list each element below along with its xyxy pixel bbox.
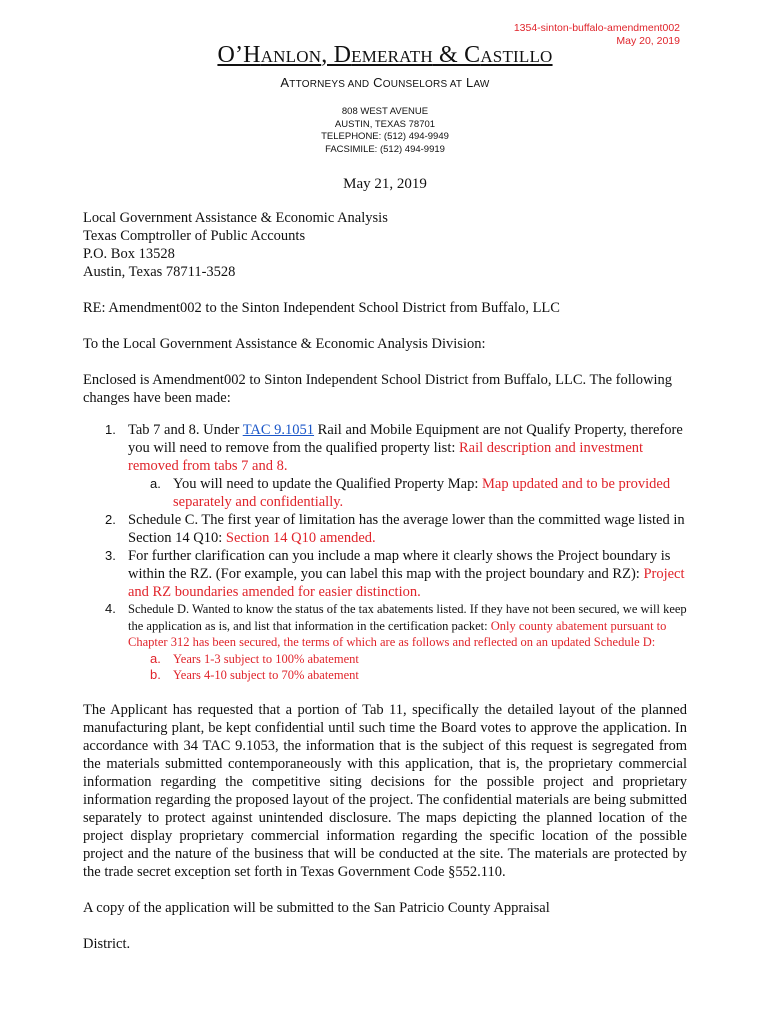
firm-facsimile: FACSIMILE: (512) 494-9919 (325, 143, 445, 155)
recipient-line: Texas Comptroller of Public Accounts (83, 228, 306, 244)
list-number: 3. (105, 548, 116, 563)
response-text: Project and RZ boundaries amended for easier distinction. (128, 566, 685, 600)
recipient-line: Austin, Texas 78711-3528 (83, 264, 236, 280)
firm-city: AUSTIN, TEXAS 78701 (334, 118, 436, 130)
confidentiality-paragraph: The Applicant has requested that a portion of Tab 11, specifically the detailed layout of the planned manufacturing plant, be kept confidential until such time the Board votes to approve the application. In accordance with 34 TAC 9.1053, the information that is the subject of this request is segregated from the materials submitted contemporaneously with this application, that is, the proprietary commercial information regarding the competitive siting decisions for the possible project and proprietary information regarding the proposed layout of the project. The confidential materials are being submitted separately to protect against unintended disclosure. The maps depicting the planned location of the project display proprietary commercial information regarding the specific location of the possible project and the nature of the business that will be conducted at the site. The materials are protected by the trade secret exception set forth in Texas Government Code §552.110. (83, 701, 687, 880)
list-number: 4. (105, 601, 116, 616)
recipient-line: P.O. Box 13528 (83, 246, 175, 262)
firm-name: O’HANLON, DEMERATH & CASTILLO (217, 42, 553, 68)
letter-body (83, 209, 687, 953)
sub-list-item: b. Years 4-10 subject to 70% abatement (150, 666, 359, 682)
response-text: Rail description and investment removed from tabs 7 and 8. (128, 440, 644, 474)
changes-list (83, 421, 687, 683)
copy-paragraph-end: District. (83, 935, 131, 952)
response-text: Only county abatement pursuant to Chapter 312 has been secured, the terms of which are as follows and reflected on an updated Schedule D: (128, 618, 667, 649)
recipient-line: Local Government Assistance & Economic Analysis (83, 210, 388, 226)
document-id: 1354-sinton-buffalo-amendment002 (513, 22, 680, 34)
list-number: 1. (105, 422, 116, 437)
letter-date: May 21, 2019 (343, 176, 427, 192)
salutation: To the Local Government Assistance & Economic Analysis Division: (83, 336, 486, 352)
sub-list-item: a. You will need to update the Qualified Property Map: Map updated and to be provided separately and confidentially. (150, 476, 671, 510)
sub-list-letter: a. (150, 650, 161, 666)
list-number: 2. (105, 512, 116, 527)
re-line: RE: Amendment002 to the Sinton Independent School District from Buffalo, LLC (83, 300, 560, 316)
list-item: 4. Schedule D. Wanted to know the status of the tax abatements listed. If they have not been secured, we will keep the application as is, and list that information in the certification packet: Only county abatement pursuant to Chapter 312 has been secured, the terms of which are as follows and reflected on an updated Schedule D: a. Years 1-3 subject to 100% abatement b. Years 4-10 subject to 70% abatement (105, 601, 687, 682)
intro-paragraph: Enclosed is Amendment002 to Sinton Independent School District from Buffalo, LLC. The following changes have been made: (83, 372, 673, 406)
list-item: 2. Schedule C. The first year of limitation has the average lower than the committed wage listed in Section 14 Q10: Section 14 Q10 amended. (105, 512, 685, 546)
firm-telephone: TELEPHONE: (512) 494-9949 (321, 131, 449, 142)
sub-list-letter: a. (150, 476, 161, 491)
letterhead (0, 42, 770, 156)
firm-street: 808 WEST AVENUE (341, 106, 429, 117)
sub-list-letter: b. (150, 666, 161, 682)
response-text: Section 14 Q10 amended. (225, 530, 376, 546)
copy-paragraph: A copy of the application will be submitted to the San Patricio County Appraisal (83, 899, 550, 916)
response-text: Map updated and to be provided separately and confidentially. (173, 476, 671, 510)
list-item: 1. Tab 7 and 8. Under TAC 9.1051 Rail and Mobile Equipment are not Qualify Property, therefore you will need to remove from the qualified property list: Rail description and investment removed from tabs 7 and 8. a. You will need to update the Qualified Property Map: Map updated and to be provided separately and confidentially. (83, 421, 687, 511)
list-item: 3. For further clarification can you include a map where it clearly shows the Project boundary is within the RZ. (For example, you can label this map with the project boundary and RZ): Project and RZ boundaries amended for easier distinction. (105, 548, 685, 600)
sub-list-item: a. Years 1-3 subject to 100% abatement (150, 650, 359, 666)
firm-address-block (0, 106, 770, 156)
recipient-address (83, 209, 687, 281)
firm-subtitle: ATTORNEYS AND COUNSELORS AT LAW (280, 75, 490, 90)
document-id-date: May 20, 2019 (616, 35, 680, 47)
tac-link[interactable]: TAC 9.1051 (242, 422, 315, 438)
